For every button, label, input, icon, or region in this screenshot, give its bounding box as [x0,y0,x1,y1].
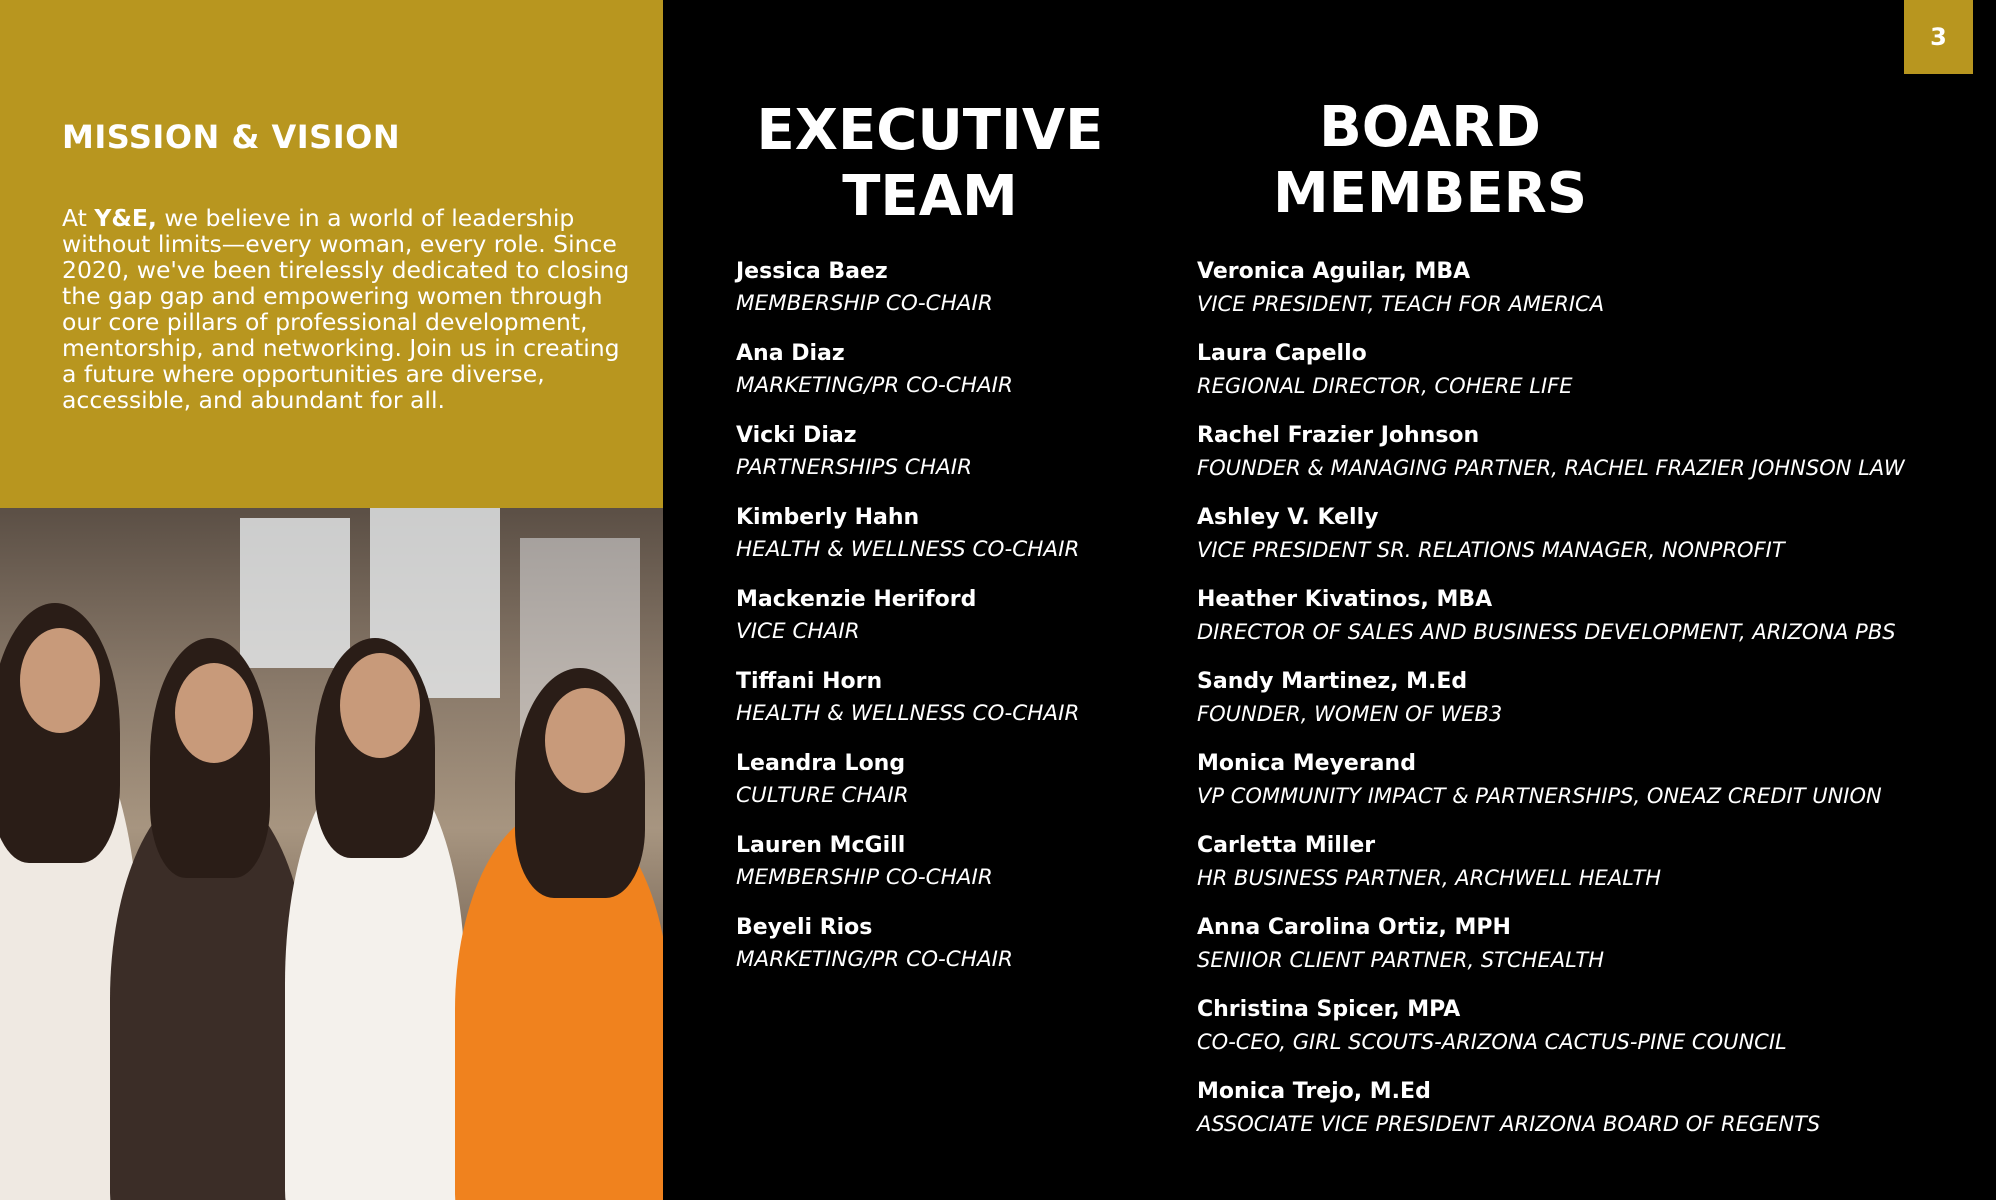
photo-face [20,628,100,733]
member-role: HR BUSINESS PARTNER, ARCHWELL HEALTH [1197,866,1662,890]
board-member [1197,913,1905,995]
executive-member [736,749,1079,831]
executive-member [736,257,1079,339]
member-role: CO-CEO, GIRL SCOUTS-ARIZONA CACTUS-PINE COUNCIL [1197,1030,1787,1054]
board-members-title [1240,95,1620,227]
member-role: MARKETING/PR CO-CHAIR [736,947,1013,972]
mission-title: MISSION & VISION [62,118,401,156]
photo-face [175,663,253,763]
member-name: Christina Spicer, MPA [1197,997,1461,1022]
member-name: Vicki Diaz [736,423,857,448]
board-member [1197,585,1905,667]
right-edge [1996,0,2000,1200]
member-name: Veronica Aguilar, MBA [1197,259,1471,284]
photo-face [545,688,625,793]
member-name: Sandy Martinez, M.Ed [1197,669,1468,694]
member-role: SENIIOR CLIENT PARTNER, STCHEALTH [1197,948,1604,972]
board-member [1197,831,1905,913]
member-name: Heather Kivatinos, MBA [1197,587,1493,612]
member-role: HEALTH & WELLNESS CO-CHAIR [736,537,1080,562]
member-role: FOUNDER, WOMEN OF WEB3 [1197,702,1503,726]
executive-title-line1: EXECUTIVE [756,98,1104,163]
photo-window [240,518,350,668]
member-name: Beyeli Rios [736,915,873,940]
executive-member [736,585,1079,667]
member-role: ASSOCIATE VICE PRESIDENT ARIZONA BOARD OF REGENTS [1197,1112,1821,1136]
executive-member [736,503,1079,585]
left-panel [0,0,663,1200]
board-member [1197,503,1905,585]
team-photo [0,508,663,1200]
mission-brand: Y&E, [94,204,157,232]
photo-face [340,653,420,758]
member-name: Jessica Baez [736,259,888,284]
member-name: Anna Carolina Ortiz, MPH [1197,915,1511,940]
member-role: VICE PRESIDENT, TEACH FOR AMERICA [1197,292,1605,316]
member-role: REGIONAL DIRECTOR, COHERE LIFE [1197,374,1573,398]
member-name: Leandra Long [736,751,906,776]
board-member [1197,257,1905,339]
mission-text [62,205,632,413]
executive-title-line2: TEAM [842,164,1018,229]
board-member [1197,339,1905,421]
executive-member [736,913,1079,995]
executive-member [736,831,1079,913]
member-name: Monica Trejo, M.Ed [1197,1079,1431,1104]
board-member [1197,749,1905,831]
member-role: MEMBERSHIP CO-CHAIR [736,291,993,316]
mission-text-before: At [62,204,95,232]
member-role: FOUNDER & MANAGING PARTNER, RACHEL FRAZIER JOHNSON LAW [1197,456,1905,480]
mission-box [0,0,663,508]
executive-member [736,339,1079,421]
member-role: DIRECTOR OF SALES AND BUSINESS DEVELOPMENT, ARIZONA PBS [1197,620,1896,644]
mission-text-after: we believe in a world of leadership without limits—every woman, every role. Since 2020, we've been tirelessly dedicated to closing the gap gap and empowering women through our core pillars of professional development, mentorship, and networking. Join us in creating a future where opportunities are diverse, accessible, and abundant for all. [62,204,630,414]
member-role: VP COMMUNITY IMPACT & PARTNERSHIPS, ONEAZ CREDIT UNION [1197,784,1882,808]
member-name: Tiffani Horn [736,669,883,694]
member-name: Carletta Miller [1197,833,1376,858]
member-name: Laura Capello [1197,341,1367,366]
member-name: Ashley V. Kelly [1197,505,1379,530]
member-role: CULTURE CHAIR [736,783,909,808]
board-member [1197,421,1905,503]
board-member [1197,1077,1905,1159]
member-name: Ana Diaz [736,341,845,366]
board-members-list [1197,257,1905,1159]
member-role: MEMBERSHIP CO-CHAIR [736,865,993,890]
member-role: PARTNERSHIPS CHAIR [736,455,973,480]
board-title-line1: BOARD [1319,95,1541,160]
executive-member [736,667,1079,749]
member-name: Kimberly Hahn [736,505,920,530]
executive-team-title [740,98,1120,230]
member-role: VICE PRESIDENT SR. RELATIONS MANAGER, NONPROFIT [1197,538,1785,562]
board-member [1197,667,1905,749]
member-name: Monica Meyerand [1197,751,1416,776]
board-member [1197,995,1905,1077]
member-role: HEALTH & WELLNESS CO-CHAIR [736,701,1080,726]
member-name: Mackenzie Heriford [736,587,977,612]
member-name: Rachel Frazier Johnson [1197,423,1480,448]
member-name: Lauren McGill [736,833,906,858]
board-title-line2: MEMBERS [1272,161,1588,226]
executive-team-list [736,257,1079,995]
page-number-badge: 3 [1904,0,1973,74]
member-role: VICE CHAIR [736,619,860,644]
executive-member [736,421,1079,503]
member-role: MARKETING/PR CO-CHAIR [736,373,1013,398]
